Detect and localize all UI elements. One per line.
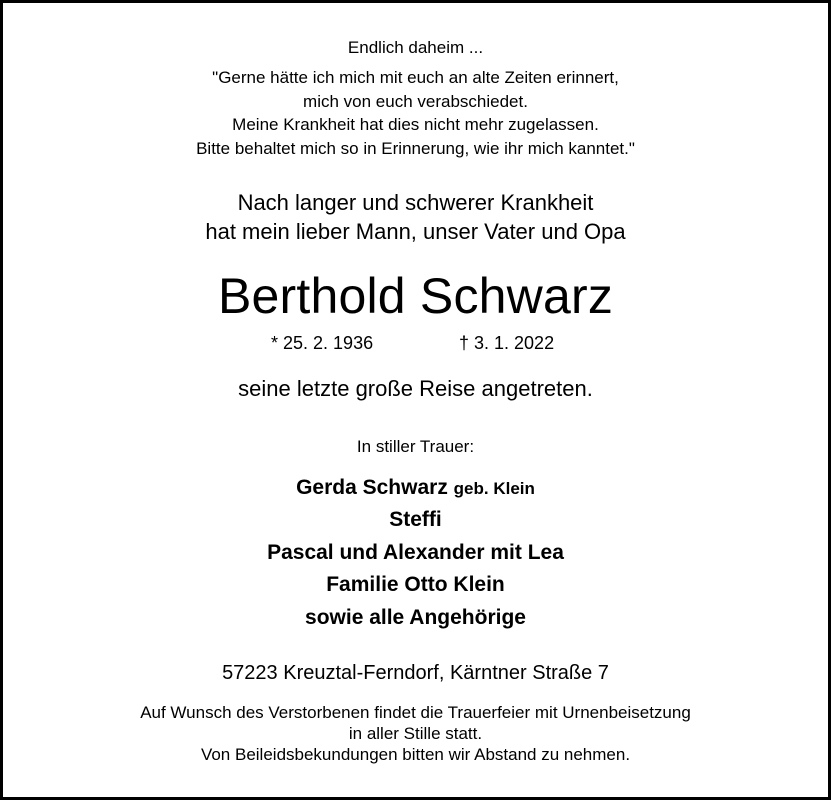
- quote-line-2: mich von euch verabschiedet.: [303, 92, 528, 111]
- mourner-3: Pascal und Alexander mit Lea: [267, 541, 564, 564]
- quote-line-1: "Gerne hätte ich mich mit euch an alte Zeiten erinnert,: [212, 68, 619, 87]
- birth-date: * 25. 2. 1936: [271, 333, 374, 353]
- life-dates: [3, 334, 828, 356]
- address: 57223 Kreuztal-Ferndorf, Kärntner Straße 7: [222, 662, 609, 684]
- deceased-name: Berthold Schwarz: [217, 268, 614, 324]
- closing-line-2: in aller Stille statt.: [348, 724, 483, 743]
- mourner-1-suffix: geb. Klein: [453, 479, 535, 498]
- mourner-1: [3, 477, 828, 498]
- announcement-line-1: Nach langer und schwerer Krankheit: [237, 190, 594, 215]
- mourner-2: Steffi: [389, 508, 442, 531]
- mourner-4: Familie Otto Klein: [326, 573, 505, 596]
- closing-line-3: Von Beileidsbekundungen bitten wir Abstand zu nehmen.: [200, 745, 631, 764]
- mourning-label: In stiller Trauer:: [356, 437, 475, 456]
- death-date: † 3. 1. 2022: [459, 333, 555, 353]
- closing-line-1: Auf Wunsch des Verstorbenen findet die Trauerfeier mit Urnenbeisetzung: [140, 703, 691, 722]
- mourner-5: sowie alle Angehörige: [305, 606, 526, 629]
- mourner-1-name: Gerda Schwarz: [296, 476, 448, 499]
- announcement-line-2: hat mein lieber Mann, unser Vater und Opa: [205, 219, 626, 244]
- quote-line-4: Bitte behaltet mich so in Erinnerung, wie ihr mich kanntet.": [196, 139, 635, 158]
- intro-heading: Endlich daheim ...: [347, 38, 484, 57]
- quote-line-3: Meine Krankheit hat dies nicht mehr zugelassen.: [232, 115, 599, 134]
- journey-line: seine letzte große Reise angetreten.: [238, 376, 593, 401]
